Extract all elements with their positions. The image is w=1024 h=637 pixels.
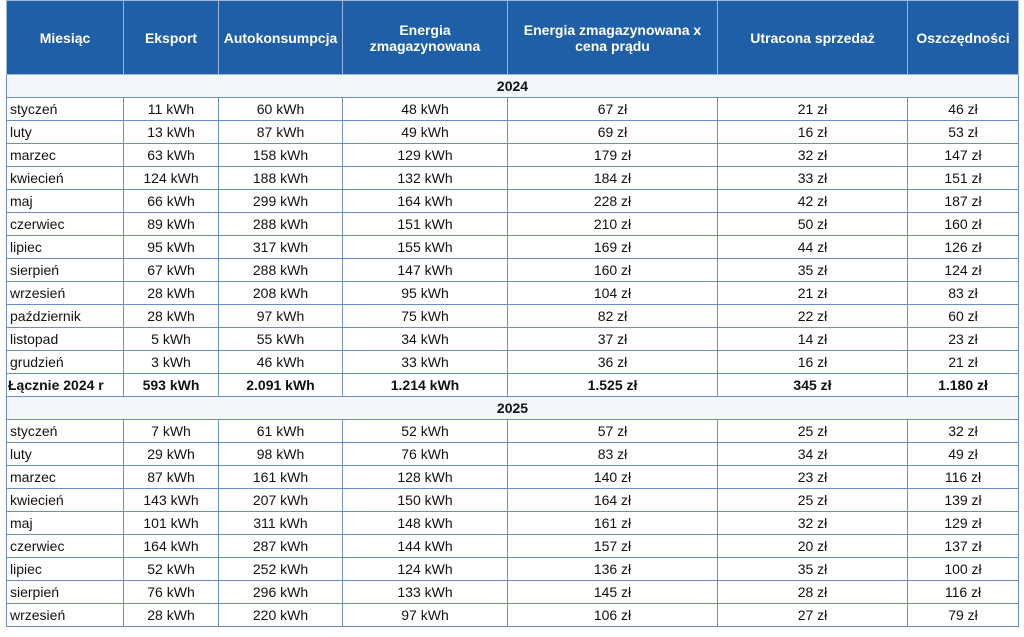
cell-stored-energy-value: 160 zł	[508, 259, 718, 282]
table-row	[7, 443, 1019, 466]
cell-self-consumption: 288 kWh	[219, 213, 343, 236]
cell-savings: 137 zł	[908, 535, 1019, 558]
cell-export: 3 kWh	[124, 351, 219, 374]
cell-export: 66 kWh	[124, 190, 219, 213]
cell-export: 11 kWh	[124, 98, 219, 121]
cell-stored-energy-value: 57 zł	[508, 420, 718, 443]
cell-self-consumption: 60 kWh	[219, 98, 343, 121]
header-row	[7, 1, 1019, 75]
cell-lost-sales: 22 zł	[718, 305, 908, 328]
table-row	[7, 420, 1019, 443]
cell-stored-energy: 128 kWh	[343, 466, 508, 489]
cell-stored-energy-value: 140 zł	[508, 466, 718, 489]
cell-export: 28 kWh	[124, 282, 219, 305]
table-row	[7, 213, 1019, 236]
cell-stored-energy-value: 69 zł	[508, 121, 718, 144]
cell-export: 29 kWh	[124, 443, 219, 466]
cell-savings: 60 zł	[908, 305, 1019, 328]
cell-month: wrzesień	[7, 604, 124, 627]
cell-export: 95 kWh	[124, 236, 219, 259]
cell-month: marzec	[7, 144, 124, 167]
cell-self-consumption: 220 kWh	[219, 604, 343, 627]
cell-self-consumption: 98 kWh	[219, 443, 343, 466]
year-row	[7, 397, 1019, 420]
cell-savings: 116 zł	[908, 581, 1019, 604]
cell-month: kwiecień	[7, 167, 124, 190]
cell-month: maj	[7, 512, 124, 535]
cell-lost-sales: 21 zł	[718, 282, 908, 305]
cell-lost-sales: 32 zł	[718, 512, 908, 535]
cell-lost-sales: 21 zł	[718, 98, 908, 121]
cell-stored-energy: 148 kWh	[343, 512, 508, 535]
cell-export: 101 kWh	[124, 512, 219, 535]
cell-month: październik	[7, 305, 124, 328]
cell-self-consumption: 296 kWh	[219, 581, 343, 604]
cell-export: 87 kWh	[124, 466, 219, 489]
cell-savings: 116 zł	[908, 466, 1019, 489]
cell-lost-sales: 34 zł	[718, 443, 908, 466]
cell-stored-energy: 132 kWh	[343, 167, 508, 190]
cell-export: 124 kWh	[124, 167, 219, 190]
cell-export: 5 kWh	[124, 328, 219, 351]
cell-stored-energy-value: 82 zł	[508, 305, 718, 328]
cell-month: lipiec	[7, 558, 124, 581]
cell-stored-energy-value: 184 zł	[508, 167, 718, 190]
cell-stored-energy: 133 kWh	[343, 581, 508, 604]
cell-lost-sales: 23 zł	[718, 466, 908, 489]
cell-month: luty	[7, 121, 124, 144]
cell-self-consumption: 188 kWh	[219, 167, 343, 190]
cell-savings: 129 zł	[908, 512, 1019, 535]
cell-savings: 49 zł	[908, 443, 1019, 466]
cell-lost-sales: 25 zł	[718, 420, 908, 443]
cell-stored-energy-value: 179 zł	[508, 144, 718, 167]
cell-self-consumption: 61 kWh	[219, 420, 343, 443]
cell-stored-energy: 151 kWh	[343, 213, 508, 236]
cell-lost-sales: 35 zł	[718, 558, 908, 581]
cell-savings: 32 zł	[908, 420, 1019, 443]
cell-stored-energy: 52 kWh	[343, 420, 508, 443]
total-stored-energy: 1.214 kWh	[343, 374, 508, 397]
cell-month: styczeń	[7, 420, 124, 443]
cell-stored-energy-value: 104 zł	[508, 282, 718, 305]
cell-lost-sales: 20 zł	[718, 535, 908, 558]
table-row	[7, 328, 1019, 351]
table-row	[7, 190, 1019, 213]
total-export: 593 kWh	[124, 374, 219, 397]
cell-self-consumption: 46 kWh	[219, 351, 343, 374]
cell-savings: 100 zł	[908, 558, 1019, 581]
cell-savings: 139 zł	[908, 489, 1019, 512]
cell-stored-energy-value: 36 zł	[508, 351, 718, 374]
total-stored-energy-value: 1.525 zł	[508, 374, 718, 397]
table-row	[7, 351, 1019, 374]
cell-stored-energy: 95 kWh	[343, 282, 508, 305]
table-header	[7, 1, 1019, 75]
cell-savings: 151 zł	[908, 167, 1019, 190]
cell-month: listopad	[7, 328, 124, 351]
cell-export: 13 kWh	[124, 121, 219, 144]
table-row	[7, 121, 1019, 144]
cell-savings: 126 zł	[908, 236, 1019, 259]
cell-self-consumption: 299 kWh	[219, 190, 343, 213]
header-month: Miesiąc	[7, 1, 124, 75]
cell-savings: 53 zł	[908, 121, 1019, 144]
cell-lost-sales: 28 zł	[718, 581, 908, 604]
table-row	[7, 604, 1019, 627]
cell-stored-energy: 34 kWh	[343, 328, 508, 351]
cell-lost-sales: 32 zł	[718, 144, 908, 167]
cell-stored-energy-value: 164 zł	[508, 489, 718, 512]
cell-stored-energy: 48 kWh	[343, 98, 508, 121]
cell-stored-energy-value: 37 zł	[508, 328, 718, 351]
year-label: 2024	[7, 75, 1019, 98]
cell-stored-energy-value: 161 zł	[508, 512, 718, 535]
cell-self-consumption: 158 kWh	[219, 144, 343, 167]
cell-self-consumption: 311 kWh	[219, 512, 343, 535]
table-row	[7, 144, 1019, 167]
table-row	[7, 489, 1019, 512]
cell-stored-energy: 124 kWh	[343, 558, 508, 581]
cell-savings: 21 zł	[908, 351, 1019, 374]
year-row	[7, 75, 1019, 98]
cell-stored-energy-value: 169 zł	[508, 236, 718, 259]
total-month: Łącznie 2024 r	[7, 374, 124, 397]
cell-export: 63 kWh	[124, 144, 219, 167]
cell-stored-energy: 164 kWh	[343, 190, 508, 213]
cell-self-consumption: 55 kWh	[219, 328, 343, 351]
cell-lost-sales: 44 zł	[718, 236, 908, 259]
cell-month: grudzień	[7, 351, 124, 374]
cell-month: maj	[7, 190, 124, 213]
table-row	[7, 236, 1019, 259]
header-lost-sales: Utracona sprzedaż	[718, 1, 908, 75]
cell-self-consumption: 207 kWh	[219, 489, 343, 512]
total-row	[7, 374, 1019, 397]
cell-stored-energy: 76 kWh	[343, 443, 508, 466]
cell-savings: 79 zł	[908, 604, 1019, 627]
cell-lost-sales: 33 zł	[718, 167, 908, 190]
cell-stored-energy-value: 228 zł	[508, 190, 718, 213]
header-export: Eksport	[124, 1, 219, 75]
cell-lost-sales: 25 zł	[718, 489, 908, 512]
cell-lost-sales: 42 zł	[718, 190, 908, 213]
table-row	[7, 305, 1019, 328]
cell-self-consumption: 252 kWh	[219, 558, 343, 581]
cell-self-consumption: 287 kWh	[219, 535, 343, 558]
cell-stored-energy-value: 210 zł	[508, 213, 718, 236]
cell-month: styczeń	[7, 98, 124, 121]
cell-savings: 124 zł	[908, 259, 1019, 282]
cell-lost-sales: 16 zł	[718, 121, 908, 144]
energy-savings-table	[6, 0, 1019, 627]
cell-stored-energy: 75 kWh	[343, 305, 508, 328]
total-lost-sales: 345 zł	[718, 374, 908, 397]
cell-export: 89 kWh	[124, 213, 219, 236]
cell-stored-energy-value: 106 zł	[508, 604, 718, 627]
total-savings: 1.180 zł	[908, 374, 1019, 397]
cell-month: kwiecień	[7, 489, 124, 512]
cell-stored-energy: 155 kWh	[343, 236, 508, 259]
cell-lost-sales: 16 zł	[718, 351, 908, 374]
cell-stored-energy-value: 157 zł	[508, 535, 718, 558]
cell-stored-energy-value: 67 zł	[508, 98, 718, 121]
cell-export: 67 kWh	[124, 259, 219, 282]
cell-stored-energy-value: 83 zł	[508, 443, 718, 466]
cell-savings: 160 zł	[908, 213, 1019, 236]
cell-lost-sales: 50 zł	[718, 213, 908, 236]
cell-stored-energy: 129 kWh	[343, 144, 508, 167]
year-label: 2025	[7, 397, 1019, 420]
cell-savings: 46 zł	[908, 98, 1019, 121]
cell-savings: 23 zł	[908, 328, 1019, 351]
cell-month: marzec	[7, 466, 124, 489]
cell-export: 28 kWh	[124, 305, 219, 328]
cell-month: czerwiec	[7, 535, 124, 558]
cell-stored-energy: 147 kWh	[343, 259, 508, 282]
cell-self-consumption: 208 kWh	[219, 282, 343, 305]
total-self-consumption: 2.091 kWh	[219, 374, 343, 397]
table-row	[7, 259, 1019, 282]
cell-lost-sales: 27 zł	[718, 604, 908, 627]
cell-self-consumption: 288 kWh	[219, 259, 343, 282]
cell-stored-energy: 49 kWh	[343, 121, 508, 144]
table-row	[7, 581, 1019, 604]
table-row	[7, 167, 1019, 190]
cell-savings: 147 zł	[908, 144, 1019, 167]
table-row	[7, 535, 1019, 558]
cell-stored-energy: 97 kWh	[343, 604, 508, 627]
cell-export: 164 kWh	[124, 535, 219, 558]
cell-export: 76 kWh	[124, 581, 219, 604]
cell-self-consumption: 97 kWh	[219, 305, 343, 328]
cell-month: lipiec	[7, 236, 124, 259]
table-row	[7, 558, 1019, 581]
table-row	[7, 466, 1019, 489]
cell-export: 143 kWh	[124, 489, 219, 512]
cell-savings: 83 zł	[908, 282, 1019, 305]
cell-stored-energy: 144 kWh	[343, 535, 508, 558]
cell-savings: 187 zł	[908, 190, 1019, 213]
cell-export: 7 kWh	[124, 420, 219, 443]
table-row	[7, 512, 1019, 535]
header-savings: Oszczędności	[908, 1, 1019, 75]
cell-month: wrzesień	[7, 282, 124, 305]
cell-export: 28 kWh	[124, 604, 219, 627]
cell-month: sierpień	[7, 581, 124, 604]
cell-month: luty	[7, 443, 124, 466]
cell-lost-sales: 14 zł	[718, 328, 908, 351]
cell-self-consumption: 87 kWh	[219, 121, 343, 144]
cell-month: czerwiec	[7, 213, 124, 236]
table-row	[7, 98, 1019, 121]
cell-stored-energy-value: 145 zł	[508, 581, 718, 604]
cell-lost-sales: 35 zł	[718, 259, 908, 282]
header-self-consumption: Autokonsumpcja	[219, 1, 343, 75]
cell-stored-energy: 33 kWh	[343, 351, 508, 374]
cell-self-consumption: 317 kWh	[219, 236, 343, 259]
cell-month: sierpień	[7, 259, 124, 282]
table-row	[7, 282, 1019, 305]
cell-self-consumption: 161 kWh	[219, 466, 343, 489]
cell-stored-energy-value: 136 zł	[508, 558, 718, 581]
cell-export: 52 kWh	[124, 558, 219, 581]
table-body	[7, 75, 1019, 627]
header-stored-energy: Energia zmagazynowana	[343, 1, 508, 75]
cell-stored-energy: 150 kWh	[343, 489, 508, 512]
header-stored-energy-value: Energia zmagazynowana x cena prądu	[508, 1, 718, 75]
